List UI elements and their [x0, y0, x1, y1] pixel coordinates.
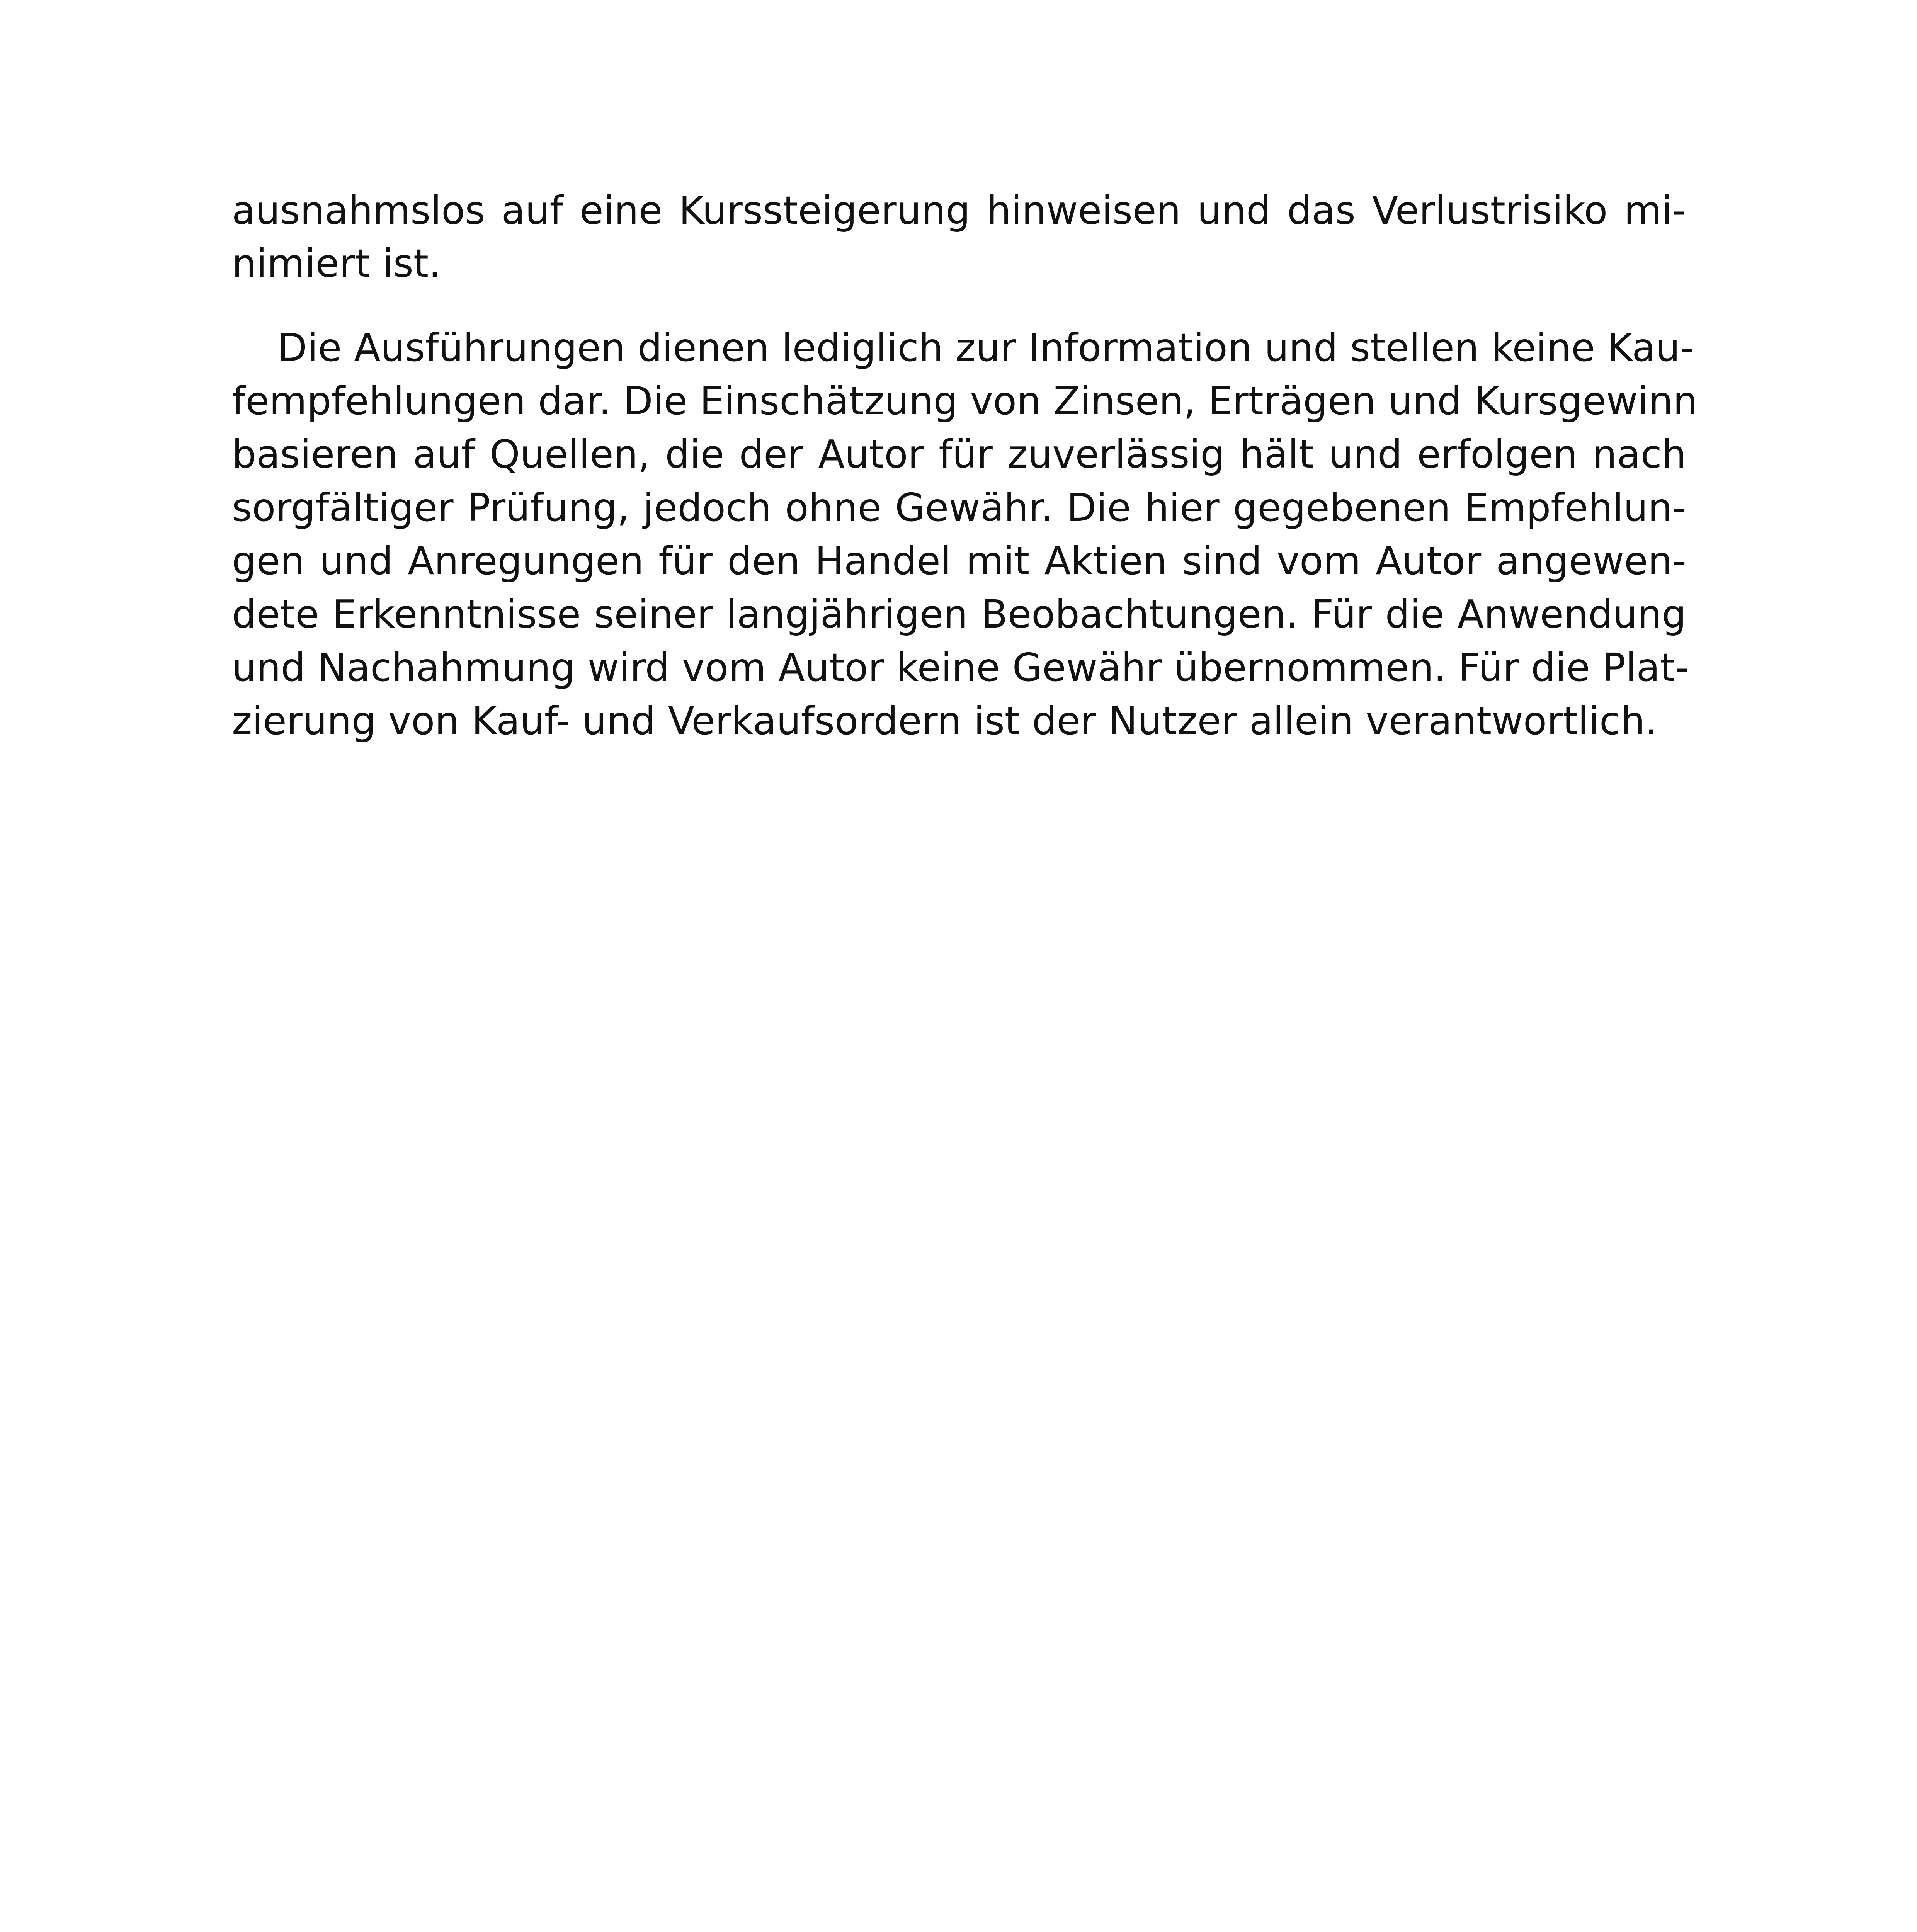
text-line: Die Ausführungen dienen lediglich zur Information und stellen keine Kau-	[277, 325, 1694, 370]
text-line: basieren auf Quellen, die der Autor für zuverlässig hält und erfolgen nach	[232, 432, 1686, 477]
text-line: nimiert ist.	[232, 241, 441, 286]
text-line: zierung von Kauf- und Verkaufsordern ist der Nutzer allein verantwortlich.	[232, 698, 1658, 743]
text-line: dete Erkenntnisse seiner langjährigen Beobachtungen. Für die Anwendung	[232, 592, 1686, 637]
text-line: fempfehlungen dar. Die Einschätzung von Zinsen, Erträgen und Kursgewinn	[232, 378, 1698, 423]
text-line: sorgfältiger Prüfung, jedoch ohne Gewähr. Die hier gegebenen Empfehlun-	[232, 485, 1686, 530]
text-line: ausnahmslos auf eine Kurssteigerung hinweisen und das Verlustrisiko mi-	[232, 188, 1686, 233]
text-line: und Nachahmung wird vom Autor keine Gewähr übernommen. Für die Plat-	[232, 645, 1689, 690]
text-line: gen und Anregungen für den Handel mit Aktien sind vom Autor angewen-	[232, 538, 1686, 583]
